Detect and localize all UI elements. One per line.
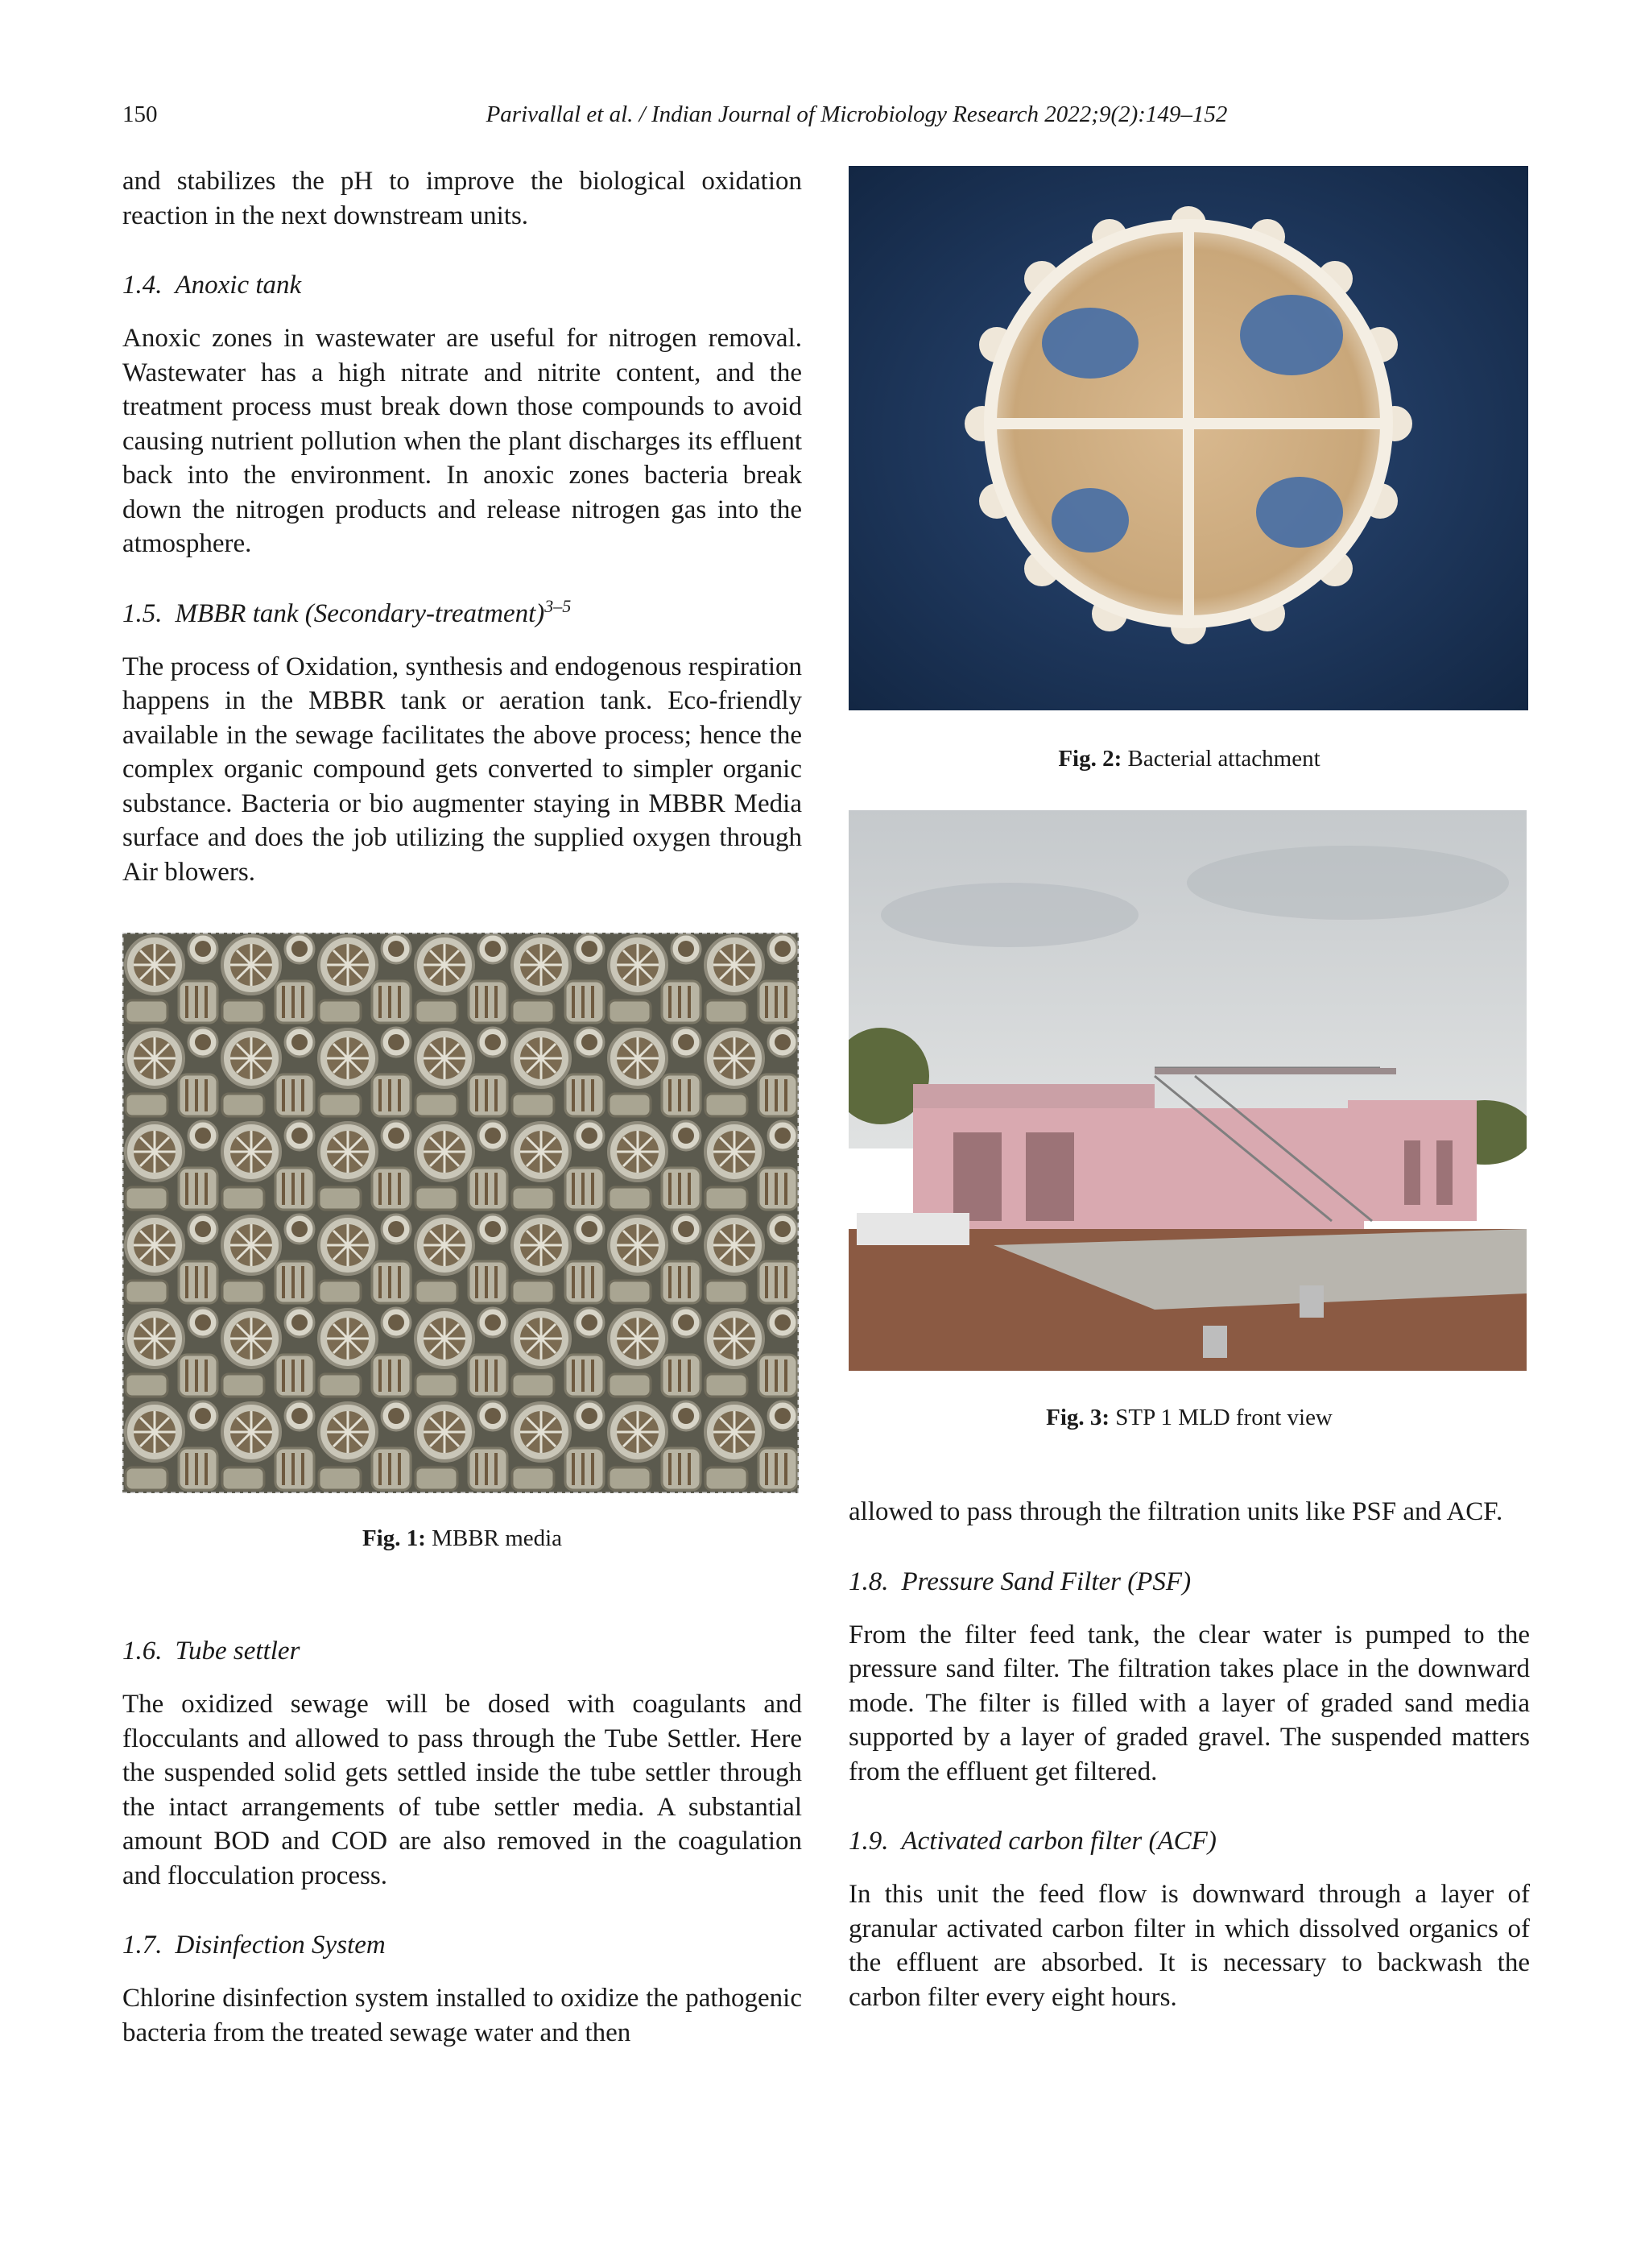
section-number: 1.5.	[122, 598, 163, 628]
figure-label: Fig. 1:	[362, 1525, 426, 1551]
section-title: MBBR tank (Secondary-treatment)	[175, 598, 545, 628]
section-number: 1.6.	[122, 1637, 163, 1666]
section-number: 1.9.	[849, 1827, 889, 1856]
figure-3-stp-front-view-image	[849, 810, 1527, 1371]
section-heading-1-4	[122, 268, 802, 302]
figure-label: Fig. 2:	[1058, 746, 1122, 772]
section-body-1-5: The process of Oxidation, synthesis and endogenous respiration happens in the MBBR tank or aeration tank. Eco-friendly available in the sewage facilitates the above process; hence the complex organic compound gets converted to simpler organic substance. Bacteria or bio augmenter staying in MBBR Media surface and does the job utilizing the supplied oxygen through Air blowers.	[122, 652, 802, 887]
section-heading-1-9	[849, 1824, 1530, 1858]
section-heading-1-8	[849, 1565, 1530, 1599]
right-column-bottom	[849, 1495, 1530, 2014]
running-head: Parivallal et al. / Indian Journal of Microbiology Research 2022;9(2):149–152	[486, 101, 1228, 127]
section-heading-1-6	[122, 1634, 802, 1668]
section-number: 1.4.	[122, 271, 163, 300]
section-body-1-9: In this unit the feed flow is downward through a layer of granular activated carbon filter in which dissolved organics of the effluent are absorbed. It is necessary to backwash the carbon filter every eight hours.	[849, 1880, 1530, 2012]
section-title: Disinfection System	[175, 1931, 386, 1960]
section-title: Activated carbon filter (ACF)	[901, 1827, 1217, 1856]
stp-building-photo	[849, 810, 1527, 1371]
figure-caption-text: Bacterial attachment	[1122, 746, 1320, 772]
section-number: 1.7.	[122, 1931, 163, 1960]
section-heading-1-5	[122, 597, 802, 631]
left-column-bottom	[122, 1634, 802, 2050]
figure-caption-text: STP 1 MLD front view	[1110, 1405, 1333, 1430]
figure-2-caption	[849, 746, 1530, 772]
section-number: 1.8.	[849, 1566, 889, 1596]
citation-superscript: 3–5	[544, 595, 572, 616]
section-body-1-6: The oxidized sewage will be dosed with coagulants and flocculants and allowed to pass through the Tube Settler. Here the suspended solid gets settled inside the tube settler through the intact arrangements of tube settler media. A substantial amount BOD and COD are also removed in the coagulation and flocculation process.	[122, 1690, 802, 1890]
mbbr-media-photo	[122, 933, 799, 1493]
figure-label: Fig. 3:	[1046, 1405, 1110, 1430]
bacterial-attachment-photo	[849, 166, 1528, 710]
continued-paragraph: allowed to pass through the filtration units like PSF and ACF.	[849, 1497, 1503, 1526]
figure-1-mbbr-media-image	[122, 933, 799, 1493]
section-body-1-8: From the filter feed tank, the clear water is pumped to the pressure sand filter. The filtration takes place in the downward mode. The filter is filled with a layer of graded sand media supported by a layer of graded gravel. The suspended matters from the effluent get filtered.	[849, 1620, 1530, 1786]
section-heading-1-7	[122, 1928, 802, 1962]
section-body-1-7: Chlorine disinfection system installed to oxidize the pathogenic bacteria from the treated sewage water and then	[122, 1984, 802, 2047]
left-column-top	[122, 164, 802, 889]
section-title: Pressure Sand Filter (PSF)	[901, 1566, 1192, 1596]
section-body-1-4: Anoxic zones in wastewater are useful for nitrogen removal. Wastewater has a high nitrate and nitrite content, and the treatment process must break down those compounds to avoid causing nutrient pollution when the plant discharges its effluent back into the environment. In anoxic zones bacteria break down the nitrogen products and release nitrogen gas into the atmosphere.	[122, 324, 802, 558]
intro-paragraph: and stabilizes the pH to improve the biological oxidation reaction in the next downstream units.	[122, 167, 802, 230]
section-title: Anoxic tank	[175, 271, 302, 300]
figure-1-caption	[122, 1525, 802, 1552]
page-number: 150	[122, 101, 158, 127]
figure-2-bacterial-attachment-image	[849, 166, 1528, 710]
section-title: Tube settler	[175, 1637, 300, 1666]
figure-3-caption	[849, 1405, 1530, 1431]
figure-caption-text: MBBR media	[425, 1525, 563, 1551]
